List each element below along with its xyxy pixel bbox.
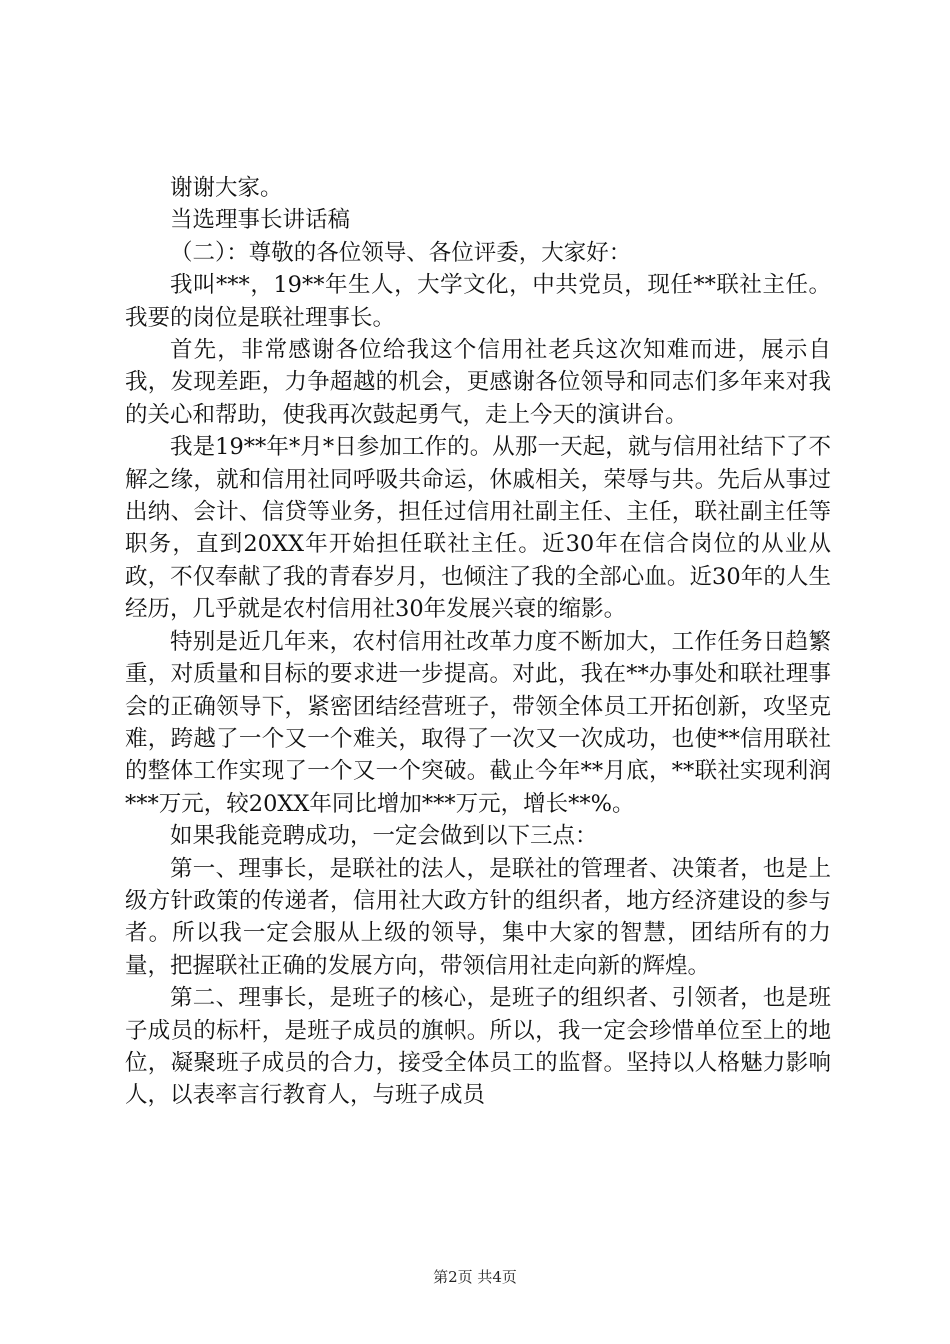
paragraph-achievements: 特别是近几年来，农村信用社改革力度不断加大，工作任务日趋繁重，对质量和目标的要求进一步提高。对此，我在**办事处和联社理事会的正确领导下，紧密团结经营班子，带领全体员工开拓创新，攻坚克难，跨越了一个又一个难关，取得了一次又一次成功，也使**信用联社的整体工作实现了一个又一个突破。截止今年**月底，**联社实现利润***万元，较20XX年同比增加***万元，增长**%。 bbox=[125, 628, 831, 817]
document-body bbox=[125, 172, 831, 1112]
page-number: 第2页 共4页 bbox=[433, 1268, 517, 1286]
paragraph-point-two: 第二、理事长，是班子的核心，是班子的组织者、引领者，也是班子成员的标杆，是班子成员的旗帜。所以，我一定会珍惜单位至上的地位，凝聚班子成员的合力，接受全体员工的监督。坚持以人格魅力影响人，以表率言行教育人，与班子成员 bbox=[125, 985, 831, 1109]
paragraph-gratitude: 首先，非常感谢各位给我这个信用社老兵这次知难而进，展示自我，发现差距，力争超越的机会，更感谢各位领导和同志们多年来对我的关心和帮助，使我再次鼓起勇气，走上今天的演讲台。 bbox=[125, 337, 831, 428]
paragraph-pledge-intro: 如果我能竞聘成功，一定会做到以下三点： bbox=[170, 823, 598, 850]
paragraph-thanks: 谢谢大家。 bbox=[170, 175, 283, 201]
paragraph-greeting: （二）：尊敬的各位领导、各位评委，大家好： bbox=[170, 239, 632, 266]
paragraph-career: 我是19**年*月*日参加工作的。从那一天起，就与信用社结下了不解之缘，就和信用社同呼吸共命运，休戚相关，荣辱与共。先后从事过出纳、会计、信贷等业务，担任过信用社副主任、主任，联社副主任等职务，直到20XX年开始担任联社主任。近30年在信合岗位的从业从政，不仅奉献了我的青春岁月，也倾注了我的全部心血。近30年的人生经历，几乎就是农村信用社30年发展兴衰的缩影。 bbox=[125, 434, 831, 623]
paragraph-point-one: 第一、理事长，是联社的法人，是联社的管理者、决策者，也是上级方针政策的传递者，信用社大政方针的组织者，地方经济建设的参与者。所以我一定会服从上级的领导，集中大家的智慧，团结所有的力量，把握联社正确的发展方向，带领信用社走向新的辉煌。 bbox=[125, 855, 831, 979]
page-footer bbox=[0, 1268, 950, 1286]
paragraph-heading: 当选理事长讲话稿 bbox=[170, 207, 351, 234]
paragraph-intro: 我叫***，19**年生人，大学文化，中共党员，现任**联社主任。我要的岗位是联社理事长。 bbox=[125, 272, 831, 331]
